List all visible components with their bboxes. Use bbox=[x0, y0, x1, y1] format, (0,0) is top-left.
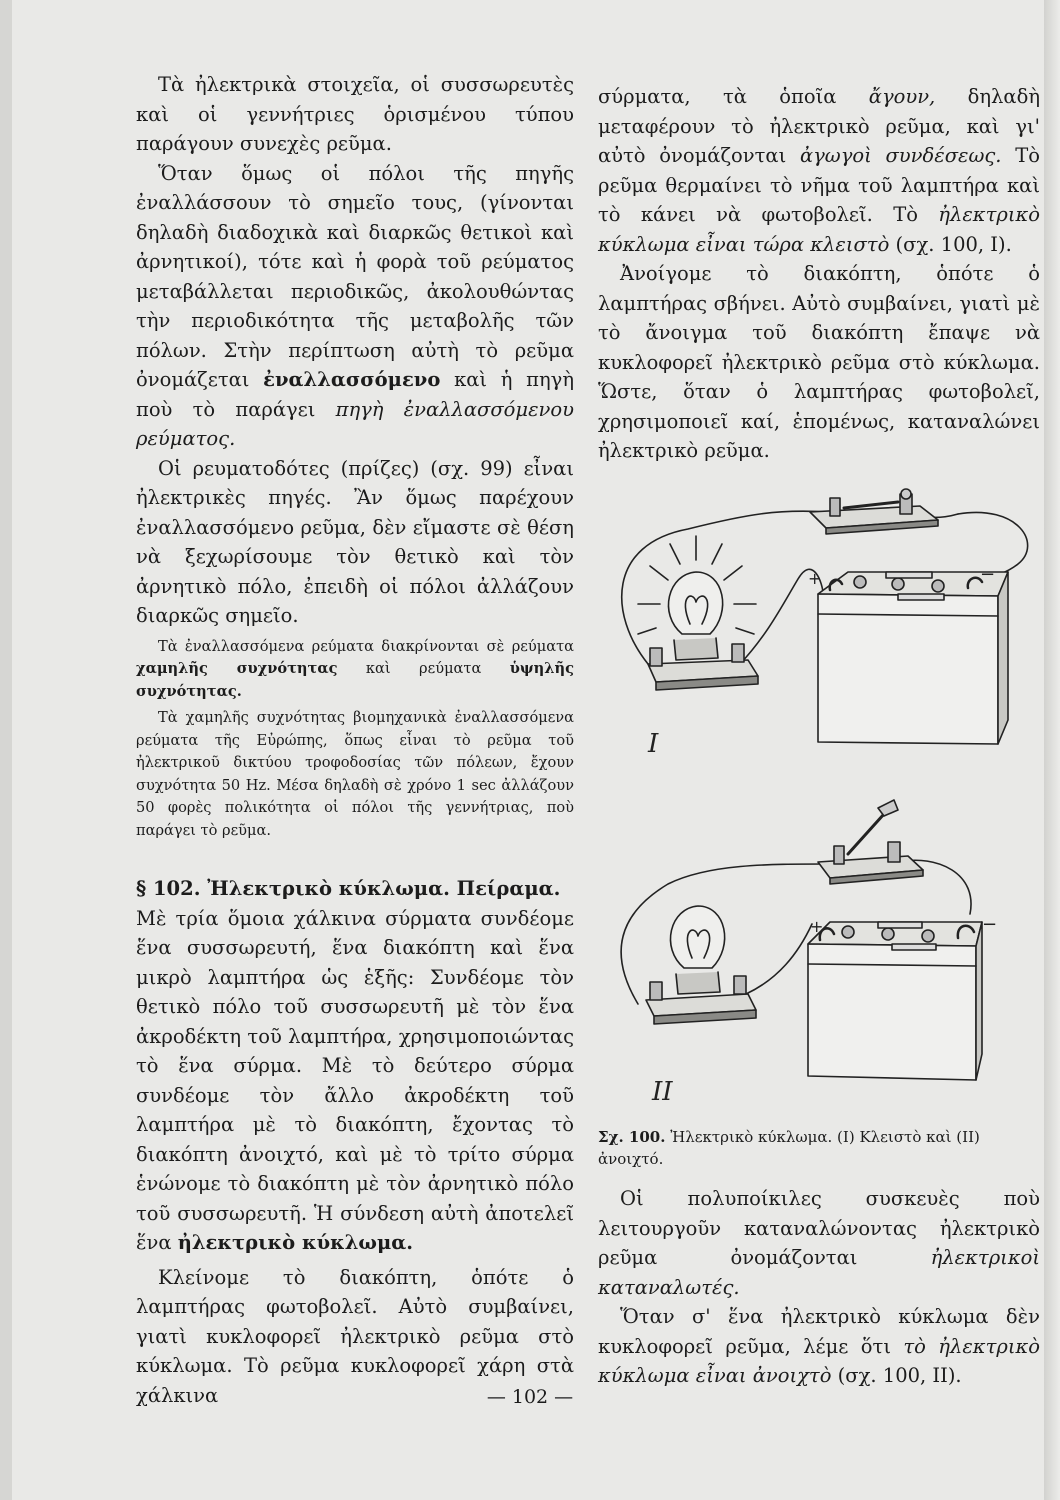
right-column-bottom bbox=[598, 1184, 1040, 1391]
battery-top-icon bbox=[818, 572, 1008, 744]
circuit-figure bbox=[598, 484, 1046, 1124]
paragraph-consumers: Οἱ πολυποίκιλες συσκευὲς ποὺ λειτουργοῦν καταναλώνοντας ἠλεκτρικὸ ρεῦμα ὀνομάζονται ἠλεκτρικοὶ καταναλωτές. bbox=[598, 1187, 1041, 1299]
paragraph-switch-closed: Κλείνομε τὸ διακόπτη, ὁπότε ὁ λαμπτήρας φωτοβολεῖ. Αὐτὸ συμβαίνει, γιατὶ κυκλοφορεῖ ἠλεκτρικὸ ρεῦμα στὸ κύκλωμα. Τὸ ρεῦμα κυκλοφορεῖ χάρη στὰ χάλκινα bbox=[136, 1265, 574, 1407]
battery-bottom-icon bbox=[808, 922, 982, 1080]
circuit-closed-diagram bbox=[622, 489, 1028, 759]
paragraph-experiment: Μὲ τρία ὅμοια χάλκινα σύρματα συνδέομε ἕνα συσσωρευτή, ἕνα διακόπτη καὶ ἕνα μικρὸ λαμπτήρα ὡς ἑξῆς: Συνδέομε τὸν θετικὸ πόλο τοῦ συσσωρευτῆ μὲ τὸν ἕνα ἀκροδέκτη τοῦ λαμπτήρα, χρησιμοποιώντας τὸ ἕνα σύρμα. Μὲ τὸ δεύτερο σύρμα συνδέομε τὸν ἄλλο ἀκροδέκτη τοῦ λαμπτήρα μὲ τὸ διακόπτη, ἔχοντας τὸ διακόπτη ἀνοιχτό, καὶ μὲ τὸ τρίτο σύρμα ἑνώνομε τὸ διακόπτη μὲ τὸν ἀρνητικὸ πόλο τοῦ συσσωρευτῆ. Ἡ σύνδεση αὐτὴ ἀποτελεῖ ἕνα ἠλεκτρικὸ κύκλωμα. bbox=[136, 906, 574, 1254]
term-circuit: ἠλεκτρικὸ κύκλωμα. bbox=[177, 1231, 414, 1254]
lamp-lit-icon bbox=[638, 536, 758, 690]
left-column bbox=[136, 70, 574, 1410]
figure-label-I: I bbox=[648, 729, 659, 759]
figure-label-II: II bbox=[652, 1077, 673, 1107]
lamp-unlit-icon bbox=[646, 906, 756, 1024]
right-column bbox=[598, 82, 1040, 466]
caption-text: Ἠλεκτρικὸ κύκλωμα. (Ι) Κλειστὸ καὶ (ΙΙ) ἀνοιχτό. bbox=[598, 1128, 980, 1168]
plus-label-top: + bbox=[808, 569, 822, 588]
paragraph-dc-sources: Τὰ ἠλεκτρικὰ στοιχεῖα, οἱ συσσωρευτὲς καὶ οἱ γεννήτριες ὁρισμένου τύπου παράγουν συνεχὲς ρεῦμα. bbox=[136, 73, 574, 155]
section-heading: § 102. Ἠλεκτρικὸ κύκλωμα. Πείραμα. bbox=[136, 877, 561, 900]
paragraph-sockets: Οἱ ρευματοδότες (πρίζες) (σχ. 99) εἶναι ἠλεκτρικὲς πηγές. Ἂν ὅμως παρέχουν ἐναλλασσόμενο ρεῦμα, δὲν εἴμαστε σὲ θέση νὰ ξεχωρίσουμε τὸν θετικὸ καὶ τὸν ἀρνητικὸ πόλο, ἐπειδὴ οἱ πόλοι ἀλλάζουν διαρκῶς σημεῖο. bbox=[136, 456, 574, 627]
minus-label-bottom: − bbox=[982, 914, 998, 935]
page-edge-left bbox=[0, 0, 12, 1500]
minus-label-top: − bbox=[980, 564, 996, 585]
term-alternating: ἐναλλασσόμενο bbox=[263, 368, 441, 391]
paragraph-switch-open: Ἀνοίγομε τὸ διακόπτη, ὁπότε ὁ λαμπτήρας σβήνει. Αὐτὸ συμβαίνει, γιατὶ μὲ τὸ ἄνοιγμα τοῦ διακόπτη ἔπαψε νὰ κυκλοφορεῖ ἠλεκτρικὸ ρεῦμα στὸ κύκλωμα. Ὥστε, ὅταν ὁ λαμπτήρας φωτοβολεῖ, χρησιμοποιεῖ καί, ἑπομένως, καταναλώνει ἠλεκτρικὸ ρεῦμα. bbox=[598, 262, 1040, 462]
term-ac-source: πηγὴ ἐναλλασσόμενου ρεύματος. bbox=[136, 397, 574, 450]
paragraph-conductors: σύρματα, τὰ ὁποῖα ἄγουν, δηλαδὴ μεταφέρουν τὸ ἠλεκτρικὸ ρεῦμα, καὶ γι' αὐτὸ ὀνομάζονται ἀγωγοὶ συνδέσεως. Τὸ ρεῦμα θερμαίνει τὸ νῆμα τοῦ λαμπτήρα καὶ τὸ κάνει νὰ φωτοβολεῖ. Τὸ ἠλεκτρικὸ κύκλωμα εἶναι τώρα κλειστὸ (σχ. 100, Ι). bbox=[598, 85, 1041, 256]
figure-caption bbox=[598, 1126, 1038, 1170]
paragraph-open-circuit: Ὅταν σ' ἕνα ἠλεκτρικὸ κύκλωμα δὲν κυκλοφορεῖ ρεῦμα, λέμε ὅτι τὸ ἠλεκτρικὸ κύκλωμα εἶναι ἀνοιχτὸ (σχ. 100, ΙΙ). bbox=[598, 1305, 1040, 1387]
note-frequency-types: Τὰ ἐναλλασσόμενα ρεύματα διακρίνονται σὲ ρεύματα χαμηλῆς συχνότητας καὶ ρεύματα ὑψηλῆς συχνότητας. bbox=[136, 637, 575, 700]
page-edge-right bbox=[1044, 0, 1060, 1500]
note-50hz: Τὰ χαμηλῆς συχνότητας βιομηχανικὰ ἐναλλασσόμενα ρεύματα τῆς Εὐρώπης, ὅπως εἶναι τὸ ρεῦμα τοῦ ἠλεκτρικοῦ δικτύου τροφοδοσίας τῶν πόλεων, ἔχουν συχνότητα 50 Hz. Μέσα δηλαδὴ σὲ χρόνο 1 sec ἀλλάζουν 50 φορὲς πολικότητα οἱ πόλοι τῆς γεννήτριας, ποὺ παράγει τὸ ρεῦμα. bbox=[136, 709, 574, 839]
switch-closed-icon bbox=[810, 489, 938, 534]
circuit-open-diagram bbox=[621, 800, 997, 1107]
switch-open-icon bbox=[818, 800, 923, 884]
plus-label-bottom: + bbox=[810, 917, 824, 936]
page-number: — 102 — bbox=[486, 1386, 574, 1408]
caption-number: Σχ. 100. bbox=[598, 1128, 666, 1146]
paragraph-alternating: Ὅταν ὅμως οἱ πόλοι τῆς πηγῆς ἐναλλάσσουν τὸ σημεῖο τους, (γίνονται δηλαδὴ διαδοχικὰ καὶ διαρκῶς θετικοὶ καὶ ἀρνητικοί), τότε καὶ ἡ φορὰ τοῦ ρεύματος μεταβάλλεται περιοδικῶς, ἀκολουθώντας τὴν περιοδικότητα τῆς μεταβολῆς τῶν πόλων. Στὴν περίπτωση αὐτὴ τὸ ρεῦμα ὀνομάζεται ἐναλλασσόμενο καὶ ἡ πηγὴ ποὺ τὸ παράγει πηγὴ ἐναλλασσόμενου ρεύματος. bbox=[136, 161, 575, 450]
